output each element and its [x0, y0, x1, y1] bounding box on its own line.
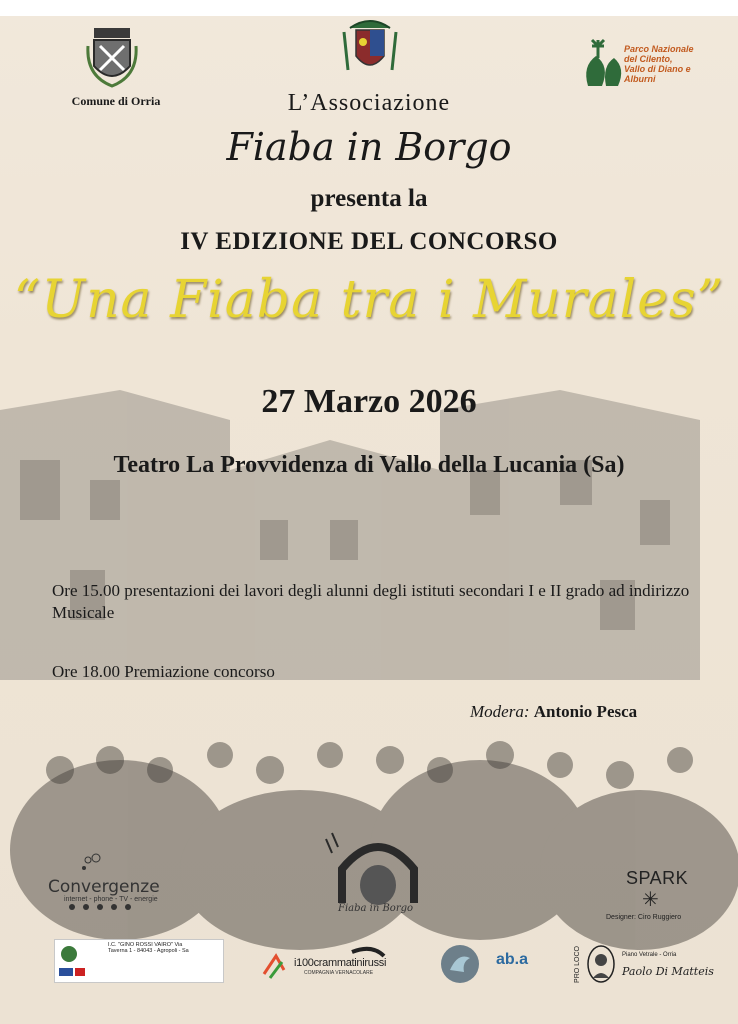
- bishop-coat-of-arms-icon: [338, 16, 402, 80]
- aba-logo-text: ab.a: [496, 951, 529, 968]
- spark-logo-text: SPARK: [626, 868, 689, 888]
- moderator-name: Antonio Pesca: [533, 702, 638, 721]
- convergenze-tagline: internet - phone - TV - energie: [64, 896, 158, 903]
- school-emblem-icon: [55, 940, 105, 982]
- paolo-di-matteis-signature: Paolo Di Matteis: [622, 965, 714, 978]
- comune-crest-icon: [86, 26, 138, 88]
- crammatini-name: i100crammatinirussi: [294, 957, 387, 969]
- edition-heading: IV EDIZIONE DEL CONCORSO: [180, 228, 558, 255]
- piano-vetrale-label: Piano Vetrale - Orria: [622, 952, 677, 958]
- event-date: 27 Marzo 2026: [261, 383, 477, 420]
- hand-logo-icon: [438, 944, 482, 984]
- convergenze-name: Convergenze: [48, 877, 160, 897]
- moderator-line: [470, 702, 637, 722]
- parco-nazionale-logo-icon: [578, 36, 628, 88]
- comune-label: Comune di Orria: [71, 94, 161, 108]
- top-border: [0, 0, 738, 16]
- association-name: Fiaba in Borgo: [226, 125, 512, 169]
- portrait-oval-icon: [586, 944, 616, 984]
- parco-nazionale-text: Parco Nazionale del Cilento, Vallo di Diano e Alburni: [624, 44, 694, 84]
- fiaba-in-borgo-logo-icon: [318, 825, 438, 915]
- school-text: I.C. "GINO ROSSI VAIRO" Via Taverna 1 - 84043 - Agropoli - Sa: [108, 942, 189, 954]
- spark-star-icon: ✳: [642, 889, 659, 911]
- program-line-2: Ore 18.00 Premiazione concorso: [52, 662, 275, 681]
- program-line-1: Ore 15.00 presentazioni dei lavori degli alunni degli istituti secondari I e II grado ad indirizzo Musicale: [52, 581, 690, 622]
- fiaba-logo-text: Fiaba in Borgo: [338, 903, 414, 914]
- crammatini-subtitle: COMPAGNIA VERNACOLARE: [304, 970, 374, 976]
- association-heading: L’Associazione: [287, 90, 451, 116]
- contest-title: “Una Fiaba tra i Murales”: [13, 270, 725, 330]
- event-venue: Teatro La Provvidenza di Vallo della Lucania (Sa): [113, 452, 625, 478]
- presents-line: presenta la: [310, 185, 428, 212]
- designer-credit: Designer: Ciro Ruggiero: [606, 914, 682, 921]
- moderator-label: Modera:: [470, 702, 530, 721]
- pro-loco-label: PRO LOCO: [574, 946, 581, 983]
